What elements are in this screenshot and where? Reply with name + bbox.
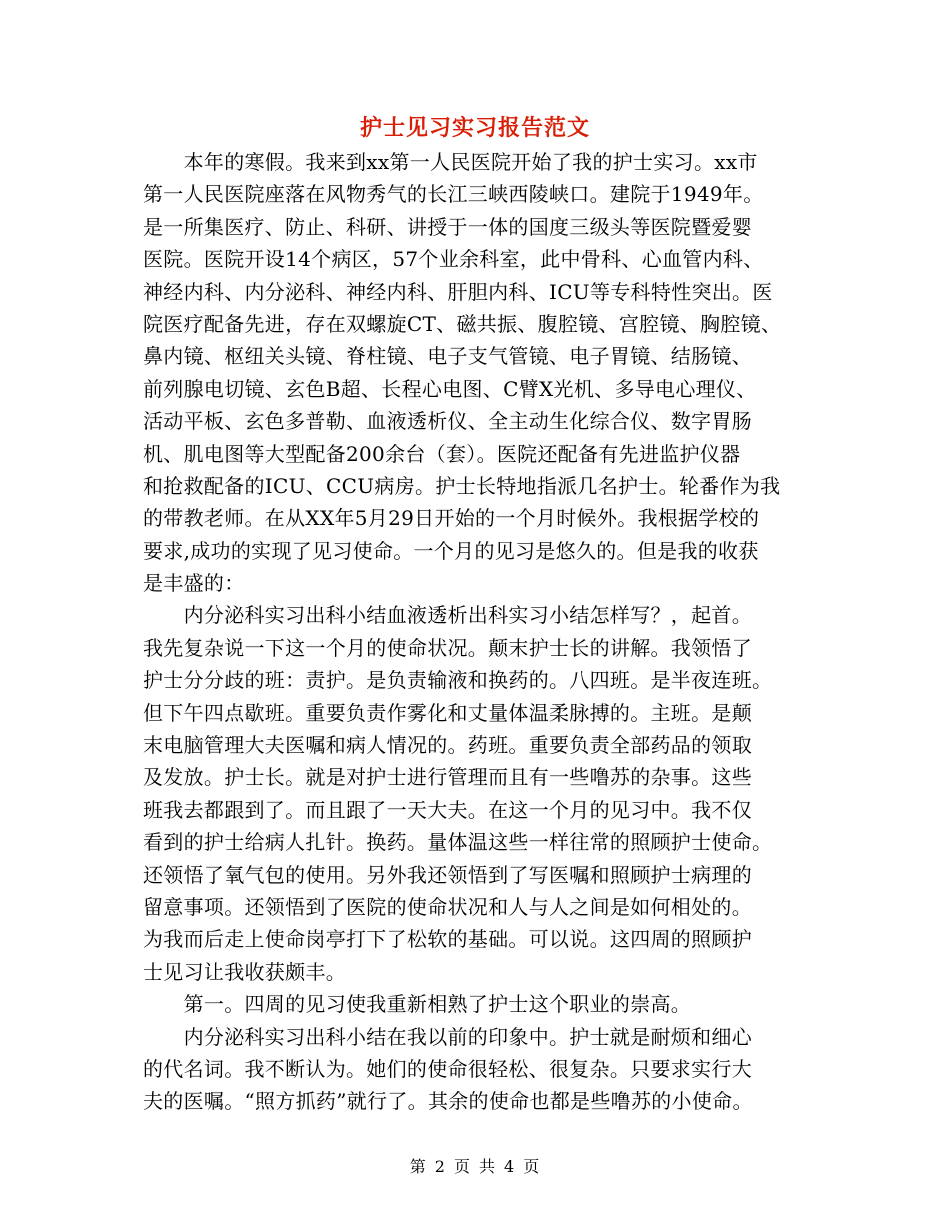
text-line: 鼻内镜、枢纽关头镜、脊柱镜、电子支气管镜、电子胃镜、结肠镜、 xyxy=(143,344,752,369)
page-title: 护士见习实习报告范文 xyxy=(359,115,590,141)
text-line: 内分泌科实习出科小结在我以前的印象中。护士就是耐烦和细心 xyxy=(143,1024,752,1049)
text-line: 本年的寒假。我来到xx第一人民医院开始了我的护士实习。xx市 xyxy=(143,150,758,174)
text-line: 要求,成功的实现了见习使命。一个月的见习是悠久的。但是我的收获 xyxy=(143,538,759,563)
text-line: 的代名词。我不断认为。她们的使命很轻松、很复杂。只要求实行大 xyxy=(143,1056,752,1081)
text-line: 和抢救配备的ICU、CCU病房。护士长特地指派几名护士。轮番作为我 xyxy=(143,473,781,498)
text-line: 活动平板、玄色多普勒、血液透析仪、全主动生化综合仪、数字胃肠 xyxy=(143,409,752,434)
text-line: 我先复杂说一下这一个月的使命状况。颠末护士长的讲解。我领悟了 xyxy=(143,635,752,660)
footer-label-unit-2: 页 xyxy=(523,1157,541,1176)
text-line: 内分泌科实习出科小结血液透析出科实习小结怎样写？，起首。 xyxy=(143,603,752,628)
footer-label-total: 共 xyxy=(479,1157,497,1176)
footer-label-unit: 页 xyxy=(453,1157,471,1176)
text-line: 末电脑管理大夫医嘱和病人情况的。药班。重要负责全部药品的领取 xyxy=(143,733,752,758)
text-line: 班我去都跟到了。而且跟了一天大夫。在这一个月的见习中。我不仅 xyxy=(143,797,752,822)
text-line: 医院。医院开设14个病区，57个业余科室，此中骨科、心血管内科、 xyxy=(143,247,764,272)
footer-label-page: 第 xyxy=(409,1157,427,1176)
text-line: 夫的医嘱。“照方抓药”就行了。其余的使命也都是些噜苏的小使命。 xyxy=(143,1089,753,1114)
text-line: 士见习让我收获颇丰。 xyxy=(143,959,346,984)
page-footer xyxy=(0,1154,950,1177)
text-line: 护士分分歧的班：责护。是负责输液和换药的。八四班。是半夜连班。 xyxy=(143,668,773,693)
text-line: 及发放。护士长。就是对护士进行管理而且有一些噜苏的杂事。这些 xyxy=(143,765,752,790)
text-line: 院医疗配备先进，存在双螺旋CT、磁共振、腹腔镜、宫腔镜、胸腔镜、 xyxy=(143,311,782,336)
text-line: 第一。四周的见习使我重新相熟了护士这个职业的崇高。 xyxy=(143,992,692,1017)
text-line: 是丰盛的： xyxy=(143,571,245,596)
text-line: 为我而后走上使命岗亭打下了松软的基础。可以说。这四周的照顾护 xyxy=(143,927,752,952)
text-line: 还领悟了氧气包的使用。另外我还领悟到了写医嘱和照顾护士病理的 xyxy=(143,862,752,887)
text-line: 留意事项。还领悟到了医院的使命状况和人与人之间是如何相处的。 xyxy=(143,894,752,919)
text-line: 是一所集医疗、防止、科研、讲授于一体的国度三级头等医院暨爱婴 xyxy=(143,214,752,239)
text-line: 第一人民医院座落在风物秀气的长江三峡西陵峡口。建院于1949年。 xyxy=(143,182,764,207)
text-line: 前列腺电切镜、玄色B超、长程心电图、C臂X光机、多导电心理仪、 xyxy=(143,376,757,401)
footer-total-pages: 4 xyxy=(504,1157,516,1176)
footer-current-page: 2 xyxy=(434,1157,446,1176)
document-body xyxy=(143,146,813,1118)
text-line: 看到的护士给病人扎针。换药。量体温这些一样往常的照顾护士使命。 xyxy=(143,830,773,855)
text-line: 的带教老师。在从XX年5月29日开始的一个月时候外。我根据学校的 xyxy=(143,506,760,531)
text-line: 神经内科、内分泌科、神经内科、肝胆内科、ICU等专科特性突出。医 xyxy=(143,279,773,304)
text-line: 机、肌电图等大型配备200余台（套）。医院还配备有先进监护仪器 xyxy=(143,441,741,466)
text-line: 但下午四点歇班。重要负责作雾化和丈量体温柔脉搏的。主班。是颠 xyxy=(143,700,752,725)
